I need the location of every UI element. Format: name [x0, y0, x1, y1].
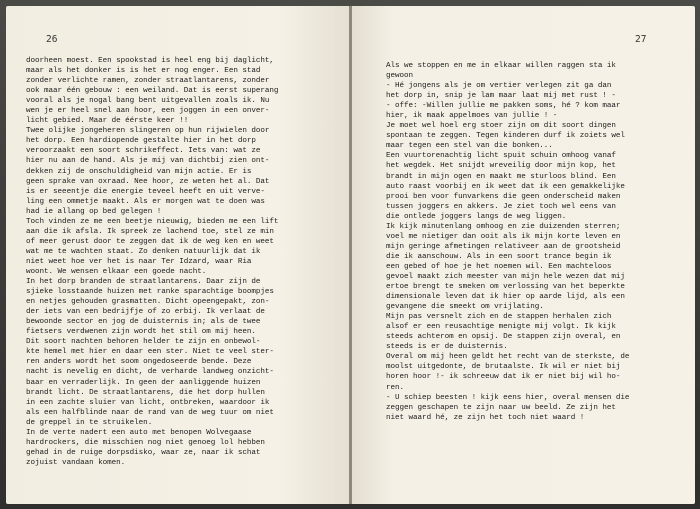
text-line: wen je er heel snel aan hoor, een joggen in een onver- [26, 107, 270, 116]
text-line: of meer gerust door te zeggen dat ik de weg ken en weet [26, 237, 274, 246]
text-line: mijn geringe afmetingen relativeer aan de grootsheid [386, 242, 621, 251]
text-line: brandt licht. De straatlantarens, die het dorp hullen [26, 388, 265, 397]
text-line: ling een ommetje maakt. Als er morgen wat te doen was [26, 197, 265, 206]
text-line: auto raast voorbij en ik weet dat ik een gemakkelijke [386, 182, 625, 191]
text-line: voel me nietiger dan ooit als ik mijn korte leven en [386, 232, 621, 241]
left-page-text [26, 56, 339, 468]
text-line: die ontlede joggers langs de weg liggen. [386, 212, 567, 221]
text-line: zeggen geschapen te zijn naar uw beeld. Ze zijn het [386, 403, 616, 412]
text-line: had ie allang op bed gelegen ! [26, 207, 162, 216]
text-line: maar als het donker is is het er nog enger. Een stad [26, 67, 261, 76]
text-line: alsof er een reusachtige menigte mij volgt. Ik kijk [386, 323, 616, 332]
text-line: het dorp. Een hardiopende gestalte hier in het dorp [26, 137, 256, 146]
text-line: - Hé jongens als je om vertier verlegen zit ga dan [386, 82, 612, 91]
text-line: ren anders wordt het soom ongedoseerde bende. Deze [26, 358, 252, 367]
text-line: wat me te wachten staat. Zo denken natuurlijk dat ik [26, 247, 261, 256]
text-line: In het dorp branden de straatlantarens. Daar zijn de [26, 278, 261, 287]
text-line: het wegdek. Het snijdt wreveilig door mijn kop, het [386, 162, 616, 171]
text-line: - offe: -Willen jullie me pakken soms, hé ? kom maar [386, 102, 621, 111]
text-line: zojuist vandaan komen. [26, 458, 126, 467]
text-line: sjieke losstaande huizen met ranke sparachtige boompjes [26, 288, 274, 297]
text-line: steeds is er de duisternis. [386, 343, 508, 352]
text-line: horen hoor !- ik schreeuw dat ik er niet bij wil ho- [386, 373, 621, 382]
text-line: ertoe brengt te smeken om verlossing van het beperkte [386, 283, 625, 292]
text-line: dekken zij de onschuldigheid van mijn actie. Er is [26, 167, 252, 176]
left-page-number: 26 [46, 34, 58, 45]
text-line: Dit soort nachten behoren helder te zijn en onbewol- [26, 338, 261, 347]
text-line: Twee olijke jongeheren slingeren op hun rijwielen door [26, 127, 270, 136]
text-line: - U schiep beesten ! kijk eens hier, overal mensen die [386, 393, 630, 402]
text-line: niet waard hé, ze zijn het toch niet waard ! [386, 413, 585, 422]
text-line: ook maar één gebouw : een weiland. Dat is eerst superang [26, 87, 279, 96]
text-line: woont. We wensen elkaar een goede nacht. [26, 267, 207, 276]
text-line: ren. [386, 383, 405, 392]
text-line: hardrockers, die misschien nog niet genoeg lol hebben [26, 438, 265, 447]
text-line: geen sprake van oxraad. Nee hoor, ze weten het al. Dat [26, 177, 270, 186]
text-line: spontaan te zeggen. Tegen kinderen durf ik zoiets wel [386, 132, 625, 141]
text-line: hier nu aan de hand. Als je mij van dichtbij zien ont- [26, 157, 270, 166]
text-line: Een vuurtorenachtig licht spuit schuin omhoog vanaf [386, 152, 616, 161]
text-line: Je moet wel hoel erg stoer zijn om dit soort dingen [386, 122, 616, 131]
text-line: der iets van een bedrijfje of zo erbij. Ik verlaat de [26, 308, 265, 317]
text-line: zonder verlichte ramen, zonder straatlantarens, zonder [26, 77, 270, 86]
text-line: nacht is nevelig en dicht, de verharde landweg onzicht- [26, 368, 274, 377]
text-line: niet weet hoe ver het is naar Ter Idzard, waar Ria [26, 257, 252, 266]
text-line: die ik aanschouw. Als in een soort trance begin ik [386, 252, 612, 261]
text-line: het dorp in, snip je lam maar laat mij met rust ! - [386, 92, 616, 101]
text-line: dimensionale leven dat ik hier op aarde lijd, als een [386, 293, 625, 302]
text-line: Overal om mij heen geldt het recht van de sterkste, de [386, 353, 630, 362]
text-line: bewoonde sector en jog de duisternis in; als de twee [26, 318, 261, 327]
right-page-text [386, 61, 687, 423]
text-line: een gebed of hoe je het noemen wil. Een machteloos [386, 262, 612, 271]
text-line: In de verte nadert een auto met benopen Wolvegaase [26, 428, 252, 437]
text-line: de greppel in te struikelen. [26, 418, 153, 427]
text-line: gevangene die smeekt om vrijlating. [386, 303, 544, 312]
text-line: Toch vinden ze me een beetje nieuwig, bieden me een lift [26, 217, 279, 226]
text-line: als een halfblinde naar de rand van de weg tuur om niet [26, 408, 274, 417]
right-page [352, 6, 695, 504]
text-line: vooral als je nogal bang bent uitgevallen zoals ik. Nu [26, 97, 270, 106]
text-line: gevoel maakt zich meester van mijn hele wezen dat mij [386, 272, 625, 281]
text-line: hier, ik maak appelmoes van jullie ! - [386, 112, 558, 121]
text-line: veroorzaakt een soort schrikeffect. Iets van: wat ze [26, 147, 261, 156]
text-line: tussen joggers en akkers. Je ziet toch wel eens van [386, 202, 616, 211]
text-line: moolst uitgedonte, de brutaalste. Ik wil er niet bij [386, 363, 621, 372]
text-line: gewoon [386, 72, 414, 81]
text-line: in een zachte sluier van licht, ontbreken, waardoor ik [26, 398, 270, 407]
text-line: doorheen moest. Een spookstad is heel eng bij daglicht, [26, 57, 274, 65]
text-line: en netjes gehouden grasmatten. Dicht opeengepakt, zon- [26, 298, 270, 307]
right-page-number: 27 [635, 34, 647, 45]
text-line: maar tegen een stel van die bonken... [386, 142, 553, 151]
text-line: baar en verraderlijk. In geen der aanliggende huizen [26, 378, 261, 387]
text-line: Ik kijk minutenlang omhoog en zie duizenden sterren; [386, 222, 621, 231]
text-line: gehad in de ruige dorpsdisko, waar ze, naar ik schat [26, 448, 261, 457]
text-line: Mijn pas versnelt zich en de stappen herhalen zich [386, 313, 612, 322]
text-line: kte hemel met hier en daar een ster. Niet te veel ster- [26, 348, 274, 357]
text-line: licht gebied. Maar de éérste keer !! [26, 117, 189, 126]
text-line: fietsers verdwenen zijn wordt het stil om mij heen. [26, 328, 256, 337]
text-line: steeds achterom en opsij. De stappen zijn overal, en [386, 333, 621, 342]
text-line: brandt in mijn ogen en maakt me sturloos blind. Een [386, 172, 616, 181]
text-line: aan die ik afsla. Ik spreek ze lachend toe, stel ze min [26, 227, 274, 236]
left-page [6, 6, 349, 504]
text-line: is er seeentje die energie teveel heeft en uit verve- [26, 187, 265, 196]
text-line: Als we stoppen en me in elkaar willen raggen sta ik [386, 62, 616, 70]
text-line: prooi ben voor funvarkens die geen onderscheid maken [386, 192, 621, 201]
